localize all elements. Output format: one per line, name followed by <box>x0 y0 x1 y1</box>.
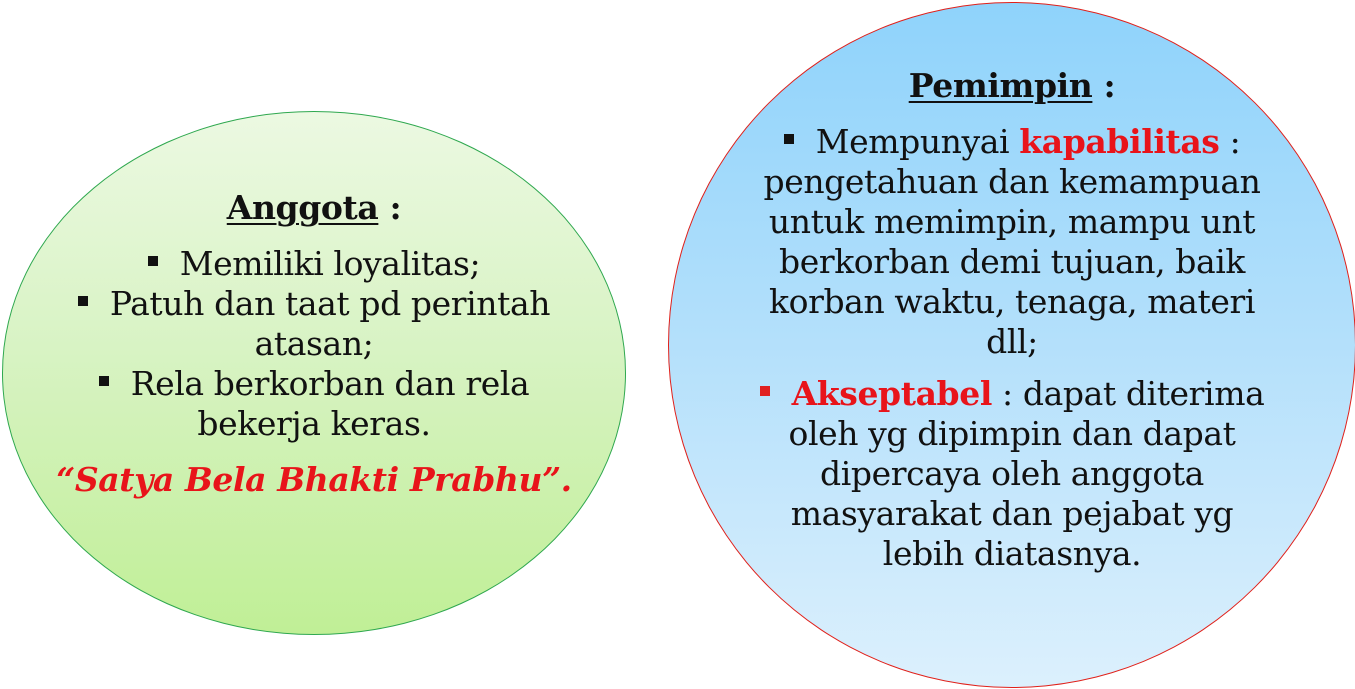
anggota-item-sacrifice-text: Rela berkorban dan rela <box>130 364 530 403</box>
pemimpin-content <box>722 66 1302 574</box>
anggota-heading <box>30 188 598 228</box>
pemimpin-title: Pemimpin <box>908 66 1093 105</box>
pemimpin-heading <box>722 66 1302 106</box>
square-bullet-icon <box>148 256 158 266</box>
anggota-title: Anggota <box>226 188 379 227</box>
pemimpin-item-akseptabel <box>722 374 1302 414</box>
akseptabel-line: masyarakat dan pejabat yg <box>790 494 1234 533</box>
anggota-item-sacrifice-cont: bekerja keras. <box>197 404 431 443</box>
red-square-bullet-icon <box>760 386 770 396</box>
akseptabel-keyword: Akseptabel <box>791 374 992 413</box>
kapabilitas-line: berkorban demi tujuan, baik <box>778 242 1246 281</box>
square-bullet-icon <box>99 376 109 386</box>
pemimpin-title-suffix: : <box>1092 66 1116 105</box>
anggota-item-sacrifice <box>30 364 598 404</box>
pemimpin-item-kapabilitas <box>722 122 1302 162</box>
kapabilitas-line: untuk memimpin, mampu unt <box>768 202 1256 241</box>
akseptabel-line: dipercaya oleh anggota <box>820 454 1204 493</box>
kapabilitas-keyword: kapabilitas <box>1019 122 1220 161</box>
kapabilitas-line: korban waktu, tenaga, materi <box>769 282 1255 321</box>
kapabilitas-line: dll; <box>986 322 1038 361</box>
kapabilitas-prefix: Mempunyai <box>815 122 1020 161</box>
anggota-item-obedient-text: Patuh dan taat pd perintah <box>109 284 551 323</box>
kapabilitas-line: pengetahuan dan kemampuan <box>763 162 1261 201</box>
kapabilitas-suffix: : <box>1219 122 1241 161</box>
akseptabel-line: oleh yg dipimpin dan dapat <box>788 414 1236 453</box>
square-bullet-icon <box>784 134 794 144</box>
square-bullet-icon <box>78 296 88 306</box>
motto-text: “Satya Bela Bhakti Prabhu”. <box>56 460 572 499</box>
akseptabel-suffix: : dapat diterima <box>991 374 1265 413</box>
anggota-item-loyalty <box>30 244 598 284</box>
anggota-item-loyalty-text: Memiliki loyalitas; <box>179 244 481 283</box>
anggota-title-suffix: : <box>378 188 402 227</box>
anggota-item-obedient <box>30 284 598 324</box>
akseptabel-line: lebih diatasnya. <box>882 534 1142 573</box>
anggota-content <box>30 188 598 500</box>
anggota-item-obedient-cont: atasan; <box>254 324 374 363</box>
